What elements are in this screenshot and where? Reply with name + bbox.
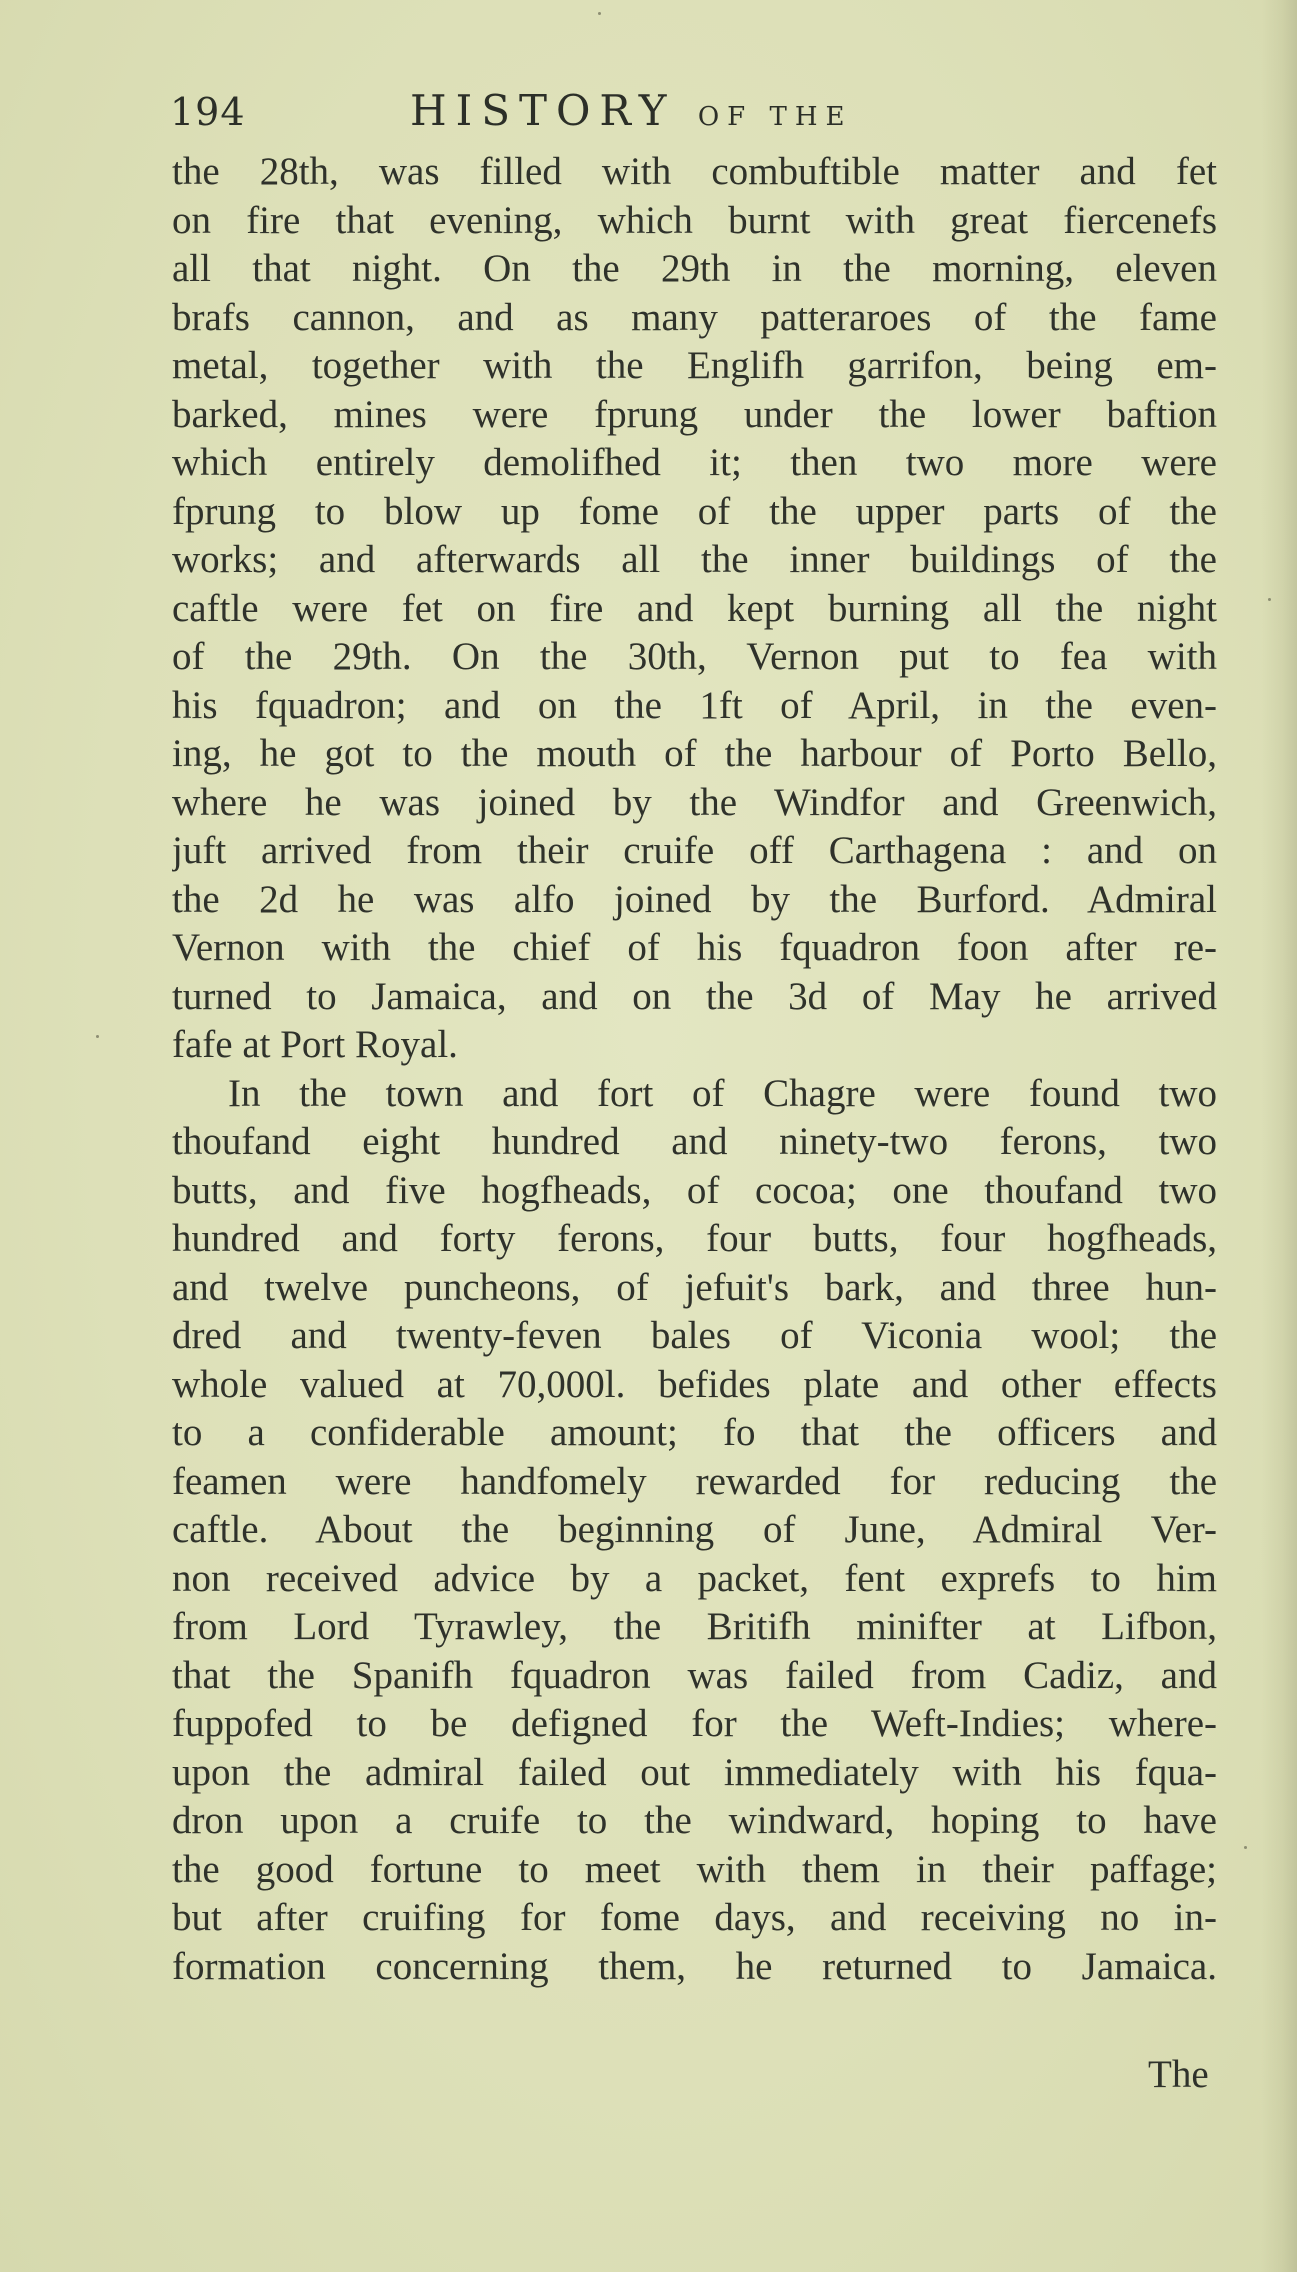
running-title — [410, 86, 852, 135]
text-line: barked, mines were fprung under the lower baftion — [172, 392, 1217, 436]
text-line: and twelve puncheons, of jefuit's bark, and three hun- — [172, 1265, 1217, 1309]
text-line: whole valued at 70,000l. befides plate and other effects — [172, 1362, 1217, 1406]
text-line: that the Spanifh fquadron was failed from Cadiz, and — [172, 1653, 1217, 1697]
text-line: fuppofed to be defigned for the Weft-Indies; where- — [172, 1702, 1217, 1745]
text-line: dron upon a cruife to the windward, hoping to have — [172, 1799, 1217, 1842]
text-line: to a confiderable amount; fo that the officers and — [172, 1411, 1217, 1454]
text-line: brafs cannon, and as many patteraroes of the fame — [172, 295, 1217, 339]
text-line: the 2d he was alfo joined by the Burford. Admiral — [172, 877, 1217, 921]
paragraph-end-line: fafe at Port Royal. — [172, 1023, 458, 1066]
text-line: formation concerning them, he returned to Jamaica. — [172, 1944, 1217, 1988]
running-title-small: OF THE — [697, 102, 853, 132]
text-line: the 28th, was filled with combuftible matter and fet — [172, 150, 1217, 193]
text-line: upon the admiral failed out immediately with his fqua- — [172, 1750, 1217, 1794]
text-line: all that night. On the 29th in the morning, eleven — [172, 247, 1217, 290]
paper-speck — [1244, 1846, 1247, 1849]
text-line: juft arrived from their cruife off Carthagena : and on — [172, 829, 1217, 872]
text-line: ing, he got to the mouth of the harbour of Porto Bello, — [172, 732, 1217, 775]
text-line: the good fortune to meet with them in their paffage; — [172, 1847, 1217, 1891]
text-line: feamen were handfomely rewarded for reducing the — [172, 1459, 1217, 1503]
page-number: 194 — [170, 90, 246, 134]
text-line: his fquadron; and on the 1ft of April, in the even- — [172, 683, 1217, 727]
text-line: of the 29th. On the 30th, Vernon put to fea with — [172, 635, 1217, 678]
text-line: turned to Jamaica, and on the 3d of May he arrived — [172, 974, 1217, 1018]
text-line: caftle. About the beginning of June, Admiral Ver- — [172, 1508, 1217, 1551]
paragraph-start-line: In the town and fort of Chagre were found two — [228, 1071, 1217, 1115]
page-edge-shadow — [1261, 0, 1297, 2272]
text-line: where he was joined by the Windfor and Greenwich, — [172, 780, 1217, 824]
text-line: from Lord Tyrawley, the Britifh minifter at Lifbon, — [172, 1605, 1217, 1648]
catchword: The — [1148, 2053, 1209, 2096]
text-line: metal, together with the Englifh garrifon, being em- — [172, 344, 1217, 387]
text-line: non received advice by a packet, fent exprefs to him — [172, 1556, 1217, 1600]
body-text — [172, 148, 1217, 1991]
paper-speck — [1268, 598, 1271, 601]
text-line: on fire that evening, which burnt with great fiercenefs — [172, 198, 1217, 242]
paper-speck — [96, 1035, 99, 1038]
text-line: butts, and five hogfheads, of cocoa; one thoufand two — [172, 1168, 1217, 1212]
text-line: fprung to blow up fome of the upper parts of the — [172, 489, 1217, 533]
running-title-main: HISTORY — [410, 86, 676, 135]
text-line: dred and twenty-feven bales of Viconia wool; the — [172, 1314, 1217, 1357]
text-line: caftle were fet on fire and kept burning all the night — [172, 586, 1217, 630]
paper-speck — [598, 12, 601, 15]
text-line: hundred and forty ferons, four butts, four hogfheads, — [172, 1217, 1217, 1260]
text-line: but after cruifing for fome days, and receiving no in- — [172, 1896, 1217, 1939]
text-line: thoufand eight hundred and ninety-two ferons, two — [172, 1120, 1217, 1163]
text-line: Vernon with the chief of his fquadron foon after re- — [172, 926, 1217, 969]
text-line: works; and afterwards all the inner buildings of the — [172, 538, 1217, 581]
running-head — [170, 86, 1230, 146]
text-line: which entirely demolifhed it; then two more were — [172, 441, 1217, 484]
